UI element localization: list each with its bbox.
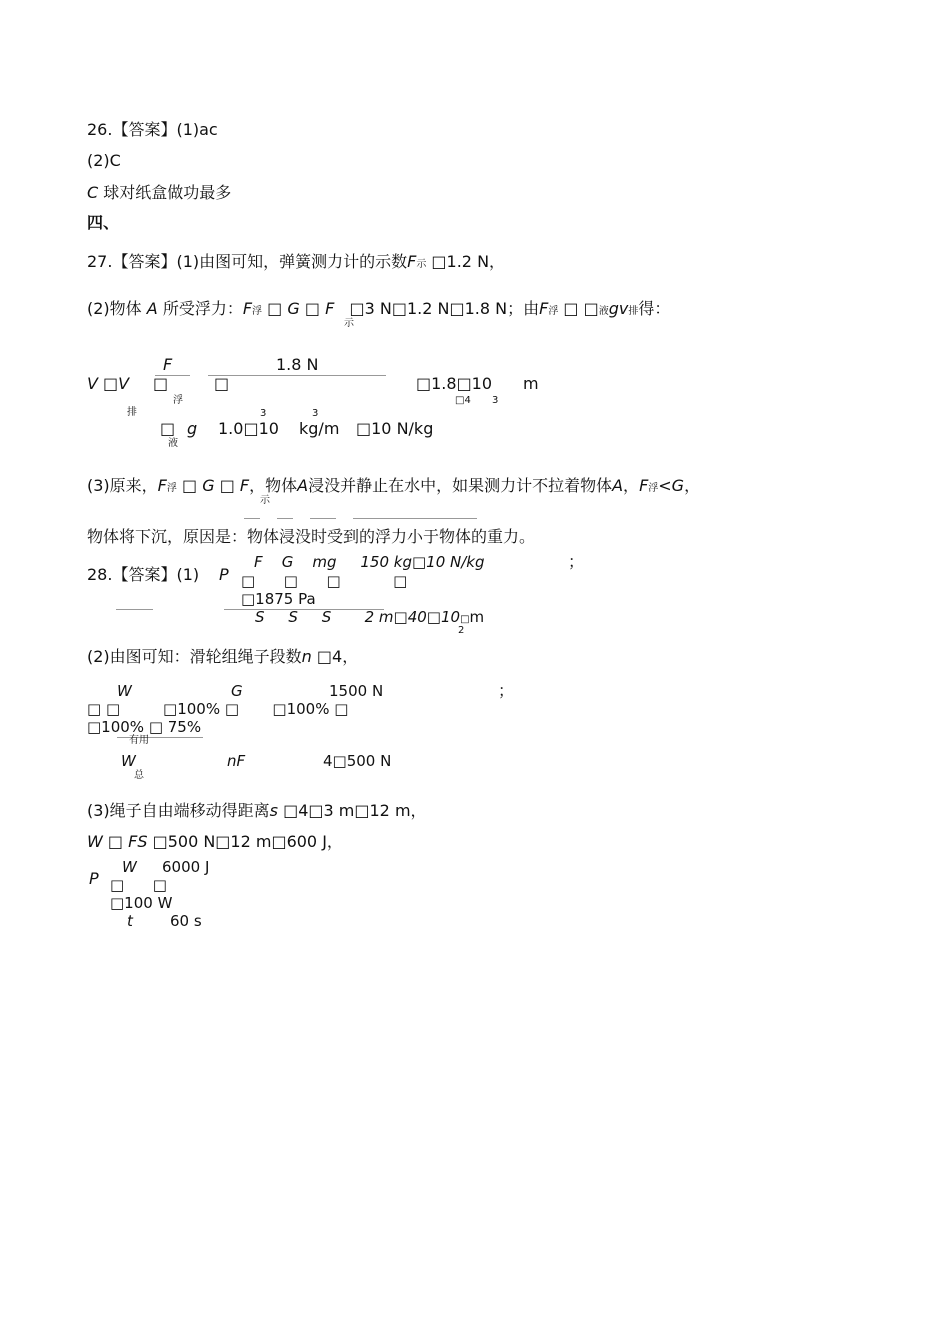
var-t: t xyxy=(127,912,133,930)
eq-sign: □ xyxy=(181,476,198,495)
fraction-bar xyxy=(116,609,153,610)
var-nf: nF xyxy=(227,752,246,770)
var-f: F xyxy=(639,476,649,495)
eq-sign: □ xyxy=(107,832,124,851)
q27-line3-post: ，物体 xyxy=(249,476,298,495)
fraction-bar xyxy=(208,375,386,376)
q27-line2-end: 得： xyxy=(638,299,671,318)
frac-f-numerator: F xyxy=(163,355,173,374)
less-than: < xyxy=(658,476,672,495)
q28-line3 xyxy=(87,801,427,821)
exponent-2: 2 xyxy=(458,625,465,636)
var-f: F xyxy=(157,476,167,495)
q28-head: 28.【答案】(1) xyxy=(87,565,200,584)
q27-line2-pre: (2)物体 xyxy=(87,299,142,318)
power-6000j: 6000 J xyxy=(162,858,210,876)
sub-show: 示 xyxy=(344,318,354,329)
pressure-result: □1875 Pa xyxy=(241,590,316,608)
var-f: F xyxy=(407,252,417,271)
gravity-value: □10 N/kg xyxy=(356,419,434,438)
sub-useful: 有用 xyxy=(129,735,149,746)
power-result: □100 W xyxy=(110,894,173,912)
var-g: G xyxy=(231,682,243,700)
var-w: W xyxy=(87,832,103,851)
q26-conclusion-text: 球对纸盒做功最多 xyxy=(98,183,232,202)
power-eq-row: □ □ xyxy=(110,876,167,894)
eq-sign: □ xyxy=(214,374,230,393)
power-60s: 60 s xyxy=(170,912,202,930)
comma: ， xyxy=(684,476,701,495)
var-v: V xyxy=(118,374,130,393)
q27-line1-value: □1.2 N， xyxy=(431,252,506,271)
var-f: F xyxy=(242,299,253,318)
eq-sign: □ □ xyxy=(563,299,599,318)
q26-answer-line: 26.【答案】(1)ac xyxy=(87,120,218,139)
var-w: W xyxy=(122,858,137,876)
var-s: S S S 2 m□40□10 xyxy=(255,608,461,626)
var-f: F xyxy=(325,299,335,318)
var-g: G xyxy=(287,299,300,318)
var-a: A xyxy=(297,476,309,495)
q27-line3 xyxy=(87,476,700,496)
sub-buoy: 浮 xyxy=(166,483,177,494)
var-w: W xyxy=(117,682,132,700)
var-n: n xyxy=(301,647,312,666)
volume-lhs xyxy=(87,374,129,394)
sub-show: 示 xyxy=(416,259,427,270)
q26-conclusion xyxy=(87,183,231,203)
q28-line2 xyxy=(87,647,358,667)
sub-total: 总 xyxy=(134,770,144,781)
pressure-denominators xyxy=(255,607,484,627)
sub-buoy: 浮 xyxy=(648,483,659,494)
efficiency-result: □100% □ 75% xyxy=(87,718,202,736)
pressure-numerators: F G mg 150 kg□10 N/kg xyxy=(254,553,485,571)
volume-unit: m xyxy=(523,374,539,393)
sub-displaced: 排 xyxy=(628,306,639,317)
var-fs: FS xyxy=(128,832,148,851)
var-v: V xyxy=(87,374,98,393)
var-a: A xyxy=(612,476,624,495)
q27-line1-text: 27.【答案】(1)由图可知，弹簧测力计的示数 xyxy=(87,252,408,271)
q27-line3-text: 浸没并静止在水中，如果测力计不拉着物体 xyxy=(308,476,613,495)
exponent-3: 3 xyxy=(260,408,267,419)
sub-buoy: 浮 xyxy=(252,306,263,317)
underline xyxy=(353,518,477,519)
sub-square: □ xyxy=(460,614,470,625)
var-w: W xyxy=(121,752,136,770)
var-c: C xyxy=(87,183,99,202)
volume-result: □1.8□10 xyxy=(416,374,493,393)
semicolon: ； xyxy=(568,552,585,571)
q27-line1 xyxy=(87,252,505,272)
q28-line2-pre: (2)由图可知：滑轮组绳子段数 xyxy=(87,647,302,666)
var-p: P xyxy=(219,565,229,584)
sub-show: 示 xyxy=(260,495,270,506)
underline xyxy=(244,518,260,519)
sub-displaced: 排 xyxy=(127,407,137,418)
var-a: A xyxy=(146,299,158,318)
density-value: 1.0□10 xyxy=(218,419,279,438)
sub-liquid: 液 xyxy=(598,306,609,317)
q28-line2-post: □4， xyxy=(316,647,359,666)
exponent-3: 3 xyxy=(312,408,319,419)
underline xyxy=(277,518,293,519)
q28-line3-post: □4□3 m□12 m， xyxy=(283,801,427,820)
work-line xyxy=(87,832,343,852)
var-g: G xyxy=(671,476,685,495)
work-values: □500 N□12 m□600 J， xyxy=(152,832,343,851)
semicolon: ； xyxy=(498,681,515,700)
underline xyxy=(310,518,336,519)
eq-sign: □ xyxy=(153,374,169,393)
eq-sign: □ xyxy=(160,419,176,438)
eq-sign: □ xyxy=(304,299,320,318)
q27-line2 xyxy=(87,299,670,319)
efficiency-row: □ □ □100% □ □100% □ xyxy=(87,700,349,718)
q27-line2-mid: 所受浮力： xyxy=(162,299,243,318)
sub-liquid: 液 xyxy=(168,438,178,449)
var-g: g xyxy=(187,419,198,438)
sub-buoy: 浮 xyxy=(548,306,559,317)
section-four-heading: 四、 xyxy=(87,213,120,232)
exponent-minus4: □4 xyxy=(455,395,471,406)
eq-sign: □ xyxy=(103,374,119,393)
q26-part2: (2)C xyxy=(87,151,121,170)
q28-line3-pre: (3)绳子自由端移动得距离 xyxy=(87,801,270,820)
exponent-3: 3 xyxy=(492,395,499,406)
q27-line2-values: □3 N□1.2 N□1.8 N；由 xyxy=(349,299,540,318)
area-unit: m xyxy=(469,608,485,626)
density-unit: kg/m xyxy=(299,419,340,438)
eq-sign: □ xyxy=(267,299,283,318)
q27-line4: 物体将下沉，原因是：物体浸没时受到的浮力小于物体的重力。 xyxy=(87,527,536,546)
var-gv: gv xyxy=(608,299,629,318)
var-f: F xyxy=(239,476,250,495)
eta-1500n: 1500 N xyxy=(329,682,384,700)
var-f: F xyxy=(539,299,549,318)
var-p: P xyxy=(89,869,99,888)
q27-line3-pre: (3)原来， xyxy=(87,476,158,495)
var-g: G xyxy=(202,476,215,495)
frac-numerator-1-8n: 1.8 N xyxy=(276,355,319,374)
comma: ， xyxy=(623,476,640,495)
eta-4x500n: 4□500 N xyxy=(323,752,392,770)
var-s: s xyxy=(269,801,279,820)
sub-buoy: 浮 xyxy=(173,395,183,406)
pressure-eq-row: □ □ □ □ xyxy=(241,572,408,590)
eq-sign: □ xyxy=(219,476,235,495)
